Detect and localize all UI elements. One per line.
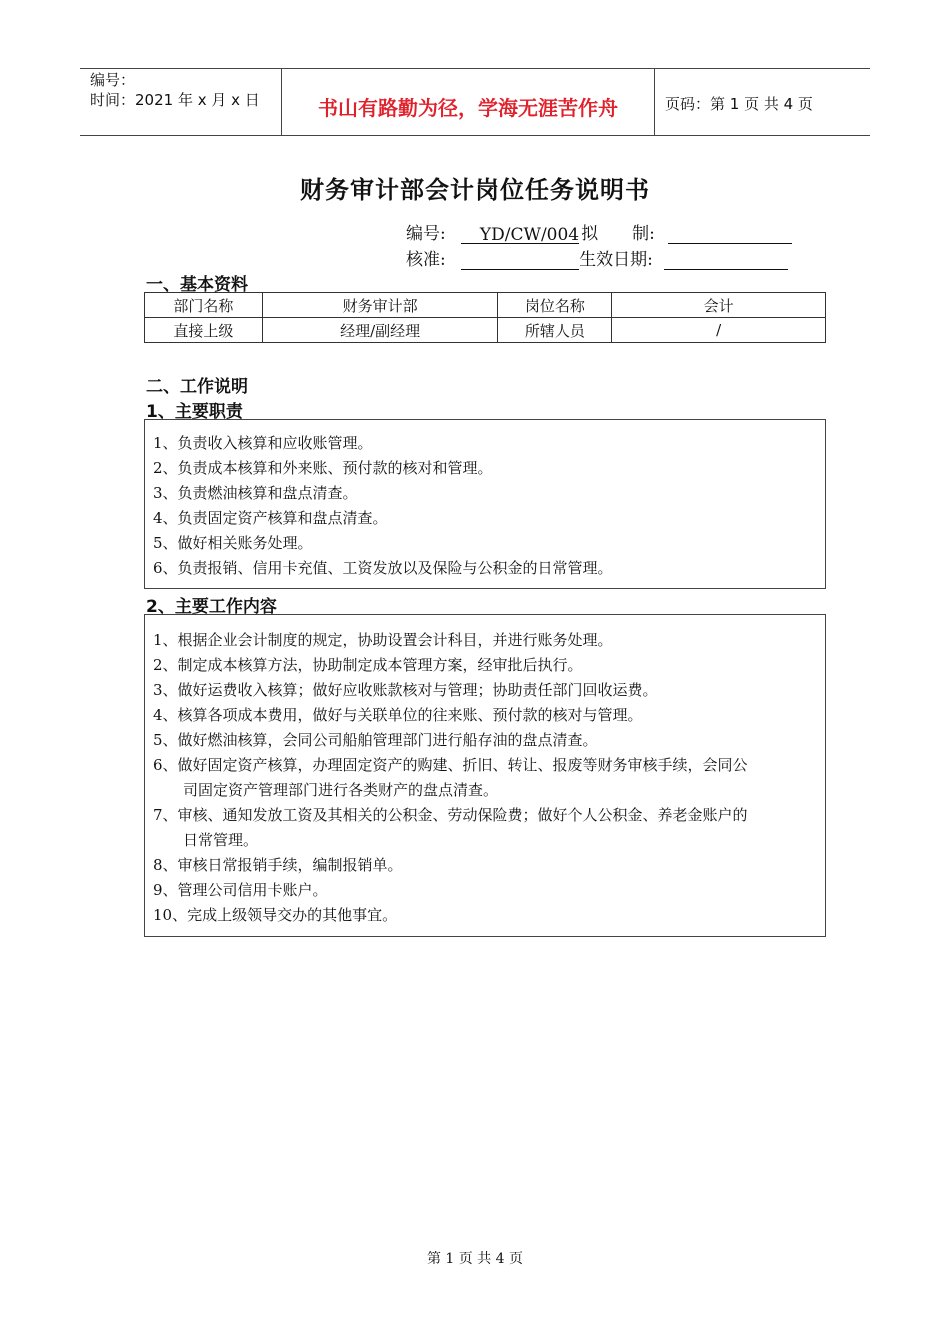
list-item: 1、负责收入核算和应收账管理。 — [153, 434, 373, 452]
section2-heading: 二、工作说明 — [146, 377, 248, 397]
approver-label: 核准: — [406, 250, 446, 270]
basic-info-table — [144, 292, 826, 343]
list-item: 5、做好相关账务处理。 — [153, 534, 313, 552]
header-top-rule — [80, 68, 870, 69]
list-item: 9、管理公司信用卡账户。 — [153, 881, 328, 899]
code-value: YD/CW/004 — [479, 225, 580, 245]
drafter-label: 拟 制: — [581, 224, 655, 244]
list-item: 4、负责固定资产核算和盘点清查。 — [153, 509, 388, 527]
table-cell: 所辖人员 — [498, 318, 612, 343]
list-item: 10、完成上级领导交办的其他事宜。 — [153, 906, 398, 924]
approver-field — [461, 251, 579, 270]
list-item: 3、负责燃油核算和盘点清查。 — [153, 484, 358, 502]
header-left-info — [90, 70, 260, 110]
table-cell: 经理/副经理 — [262, 318, 498, 343]
header-code-label: 编号： — [90, 71, 136, 89]
duties-box — [144, 419, 826, 589]
code-value-field — [461, 225, 579, 244]
list-item: 2、负责成本核算和外来账、预付款的核对和管理。 — [153, 459, 493, 477]
header-motto: 书山有路勤为径，学海无涯苦作舟 — [318, 96, 618, 120]
table-cell: 岗位名称 — [498, 293, 612, 318]
meta-row-approval — [406, 245, 788, 270]
table-cell: / — [612, 318, 826, 343]
list-item: 6、做好固定资产核算，办理固定资产的购建、折旧、转让、报废等财务审核手续，会同公 — [153, 756, 748, 774]
table-cell: 财务审计部 — [262, 293, 498, 318]
list-item: 3、做好运费收入核算；做好应收账款核对与管理；协助责任部门回收运费。 — [153, 681, 658, 699]
list-item: 6、负责报销、信用卡充值、工资发放以及保险与公积金的日常管理。 — [153, 559, 613, 577]
code-label: 编号: — [406, 224, 446, 244]
header-time-label: 时间：2021 年 x 月 x 日 — [90, 91, 260, 109]
list-item: 2、制定成本核算方法，协助制定成本管理方案，经审批后执行。 — [153, 656, 583, 674]
meta-row-code — [406, 219, 792, 244]
document-title: 财务审计部会计岗位任务说明书 — [300, 176, 650, 204]
header-bottom-rule — [80, 135, 870, 136]
table-cell: 部门名称 — [145, 293, 263, 318]
list-item-continuation: 司固定资产管理部门进行各类财产的盘点清查。 — [183, 781, 499, 799]
table-cell: 会计 — [612, 293, 826, 318]
table-row — [145, 293, 826, 318]
list-item: 7、审核、通知发放工资及其相关的公积金、劳动保险费；做好个人公积金、养老金账户的 — [153, 806, 748, 824]
contents-box — [144, 614, 826, 937]
effective-date-label: 生效日期: — [579, 250, 653, 270]
list-item: 1、根据企业会计制度的规定，协助设置会计科目，并进行账务处理。 — [153, 631, 613, 649]
header-divider-right — [654, 68, 655, 136]
list-item: 8、审核日常报销手续，编制报销单。 — [153, 856, 403, 874]
contents-heading: 2、主要工作内容 — [146, 597, 277, 617]
duties-heading: 1、主要职责 — [146, 402, 243, 422]
table-cell: 直接上级 — [145, 318, 263, 343]
page-footer: 第 1 页 共 4 页 — [426, 1251, 524, 1267]
effective-date-field — [664, 251, 788, 270]
list-item: 4、核算各项成本费用，做好与关联单位的往来账、预付款的核对与管理。 — [153, 706, 643, 724]
header-page-info: 页码：第 1 页 共 4 页 — [665, 95, 813, 113]
table-row — [145, 318, 826, 343]
list-item: 5、做好燃油核算，会同公司船舶管理部门进行船存油的盘点清查。 — [153, 731, 598, 749]
list-item-continuation: 日常管理。 — [183, 831, 259, 849]
section1-heading: 一、基本资料 — [146, 275, 248, 295]
drafter-field — [668, 225, 792, 244]
header-divider-left — [281, 68, 282, 136]
